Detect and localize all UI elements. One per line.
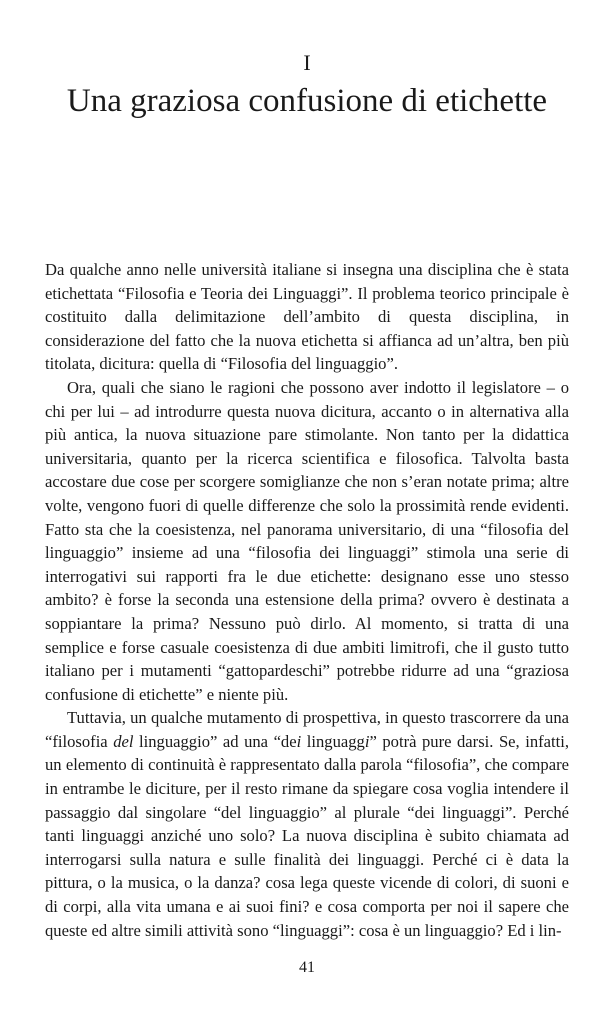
italic-segment: i — [364, 731, 370, 751]
italic-segment: i — [296, 731, 302, 751]
text-segment: linguaggio” ad una “de — [133, 731, 297, 751]
chapter-number: I — [303, 50, 311, 75]
paragraph-1 — [45, 258, 569, 376]
text-segment: Tuttavia, un qualche mutamento di prospettiva, in questo trascorrere da una “filosofia — [45, 708, 569, 751]
text-segment: Da qualche anno nelle università italiane si insegna una disciplina che è stata etichettata “Filosofia e Teoria dei Linguaggi”. Il problema teorico principale è costituito dalla delimitazione dell’ambito di questa disciplina, in considerazione del fatto che la nuova etichetta si affianca ad un’altra, ben più titolata, dicitura: quella di “Filosofia del linguaggio”. — [45, 260, 569, 374]
text-segment: ” potrà pure darsi. Se, infatti, un elemento di continuità è rappresentato dalla parola “filosofia”, che compare in entrambe le diciture, per il resto rimane da spiegare cosa voglia intendere il passaggio dal singolare “del linguaggio” al plurale “dei linguaggi”. Perché tanti linguaggi anziché uno solo? La nuova disciplina è subito chiamata ad interrogarsi sulla natura e sulle finalità dei linguaggi. Perché ci è data la pittura, o la musica, o la danza? cosa lega queste vicende di colori, di suoni e di corpi, alla vita umana e ai suoi fini? e cosa comporta per noi il sapere che queste ed altre simili attività sono “linguaggi”: cosa è un linguaggio? Ed i lin- — [45, 731, 569, 940]
paragraph-2 — [45, 376, 569, 706]
italic-segment: del — [113, 731, 134, 751]
text-segment: Ora, quali che siano le ragioni che possono aver indotto il legislatore – o chi per lui – ad introdurre questa nuova dicitura, accanto o in alternativa alla più antica, la nuova situazione pare stimolante. Non tanto per la didattica universitaria, quanto per la ricerca scientifica e filosofica. Talvolta basta accostare due cose per scorgere somiglianze che non s’eran notate prima; altre volte, vengono fuori di quelle differenze che solo la prossimità rende evidenti. Fatto sta che la coesistenza, nel panorama universitario, di una “filosofia del linguaggio” insieme ad una “filosofia dei linguaggi” stimola una serie di interrogativi sui rapporti fra le due etichette: designano esse uno stesso ambito? è forse la seconda una estensione della prima? ovvero è destinata a soppiantare la prima? Nessuno può dirlo. Al momento, si tratta di una semplice e forse casuale coesistenza di due ambiti limitrofi, che il gusto tutto italiano per i mutamenti “gattopardeschi” potrebbe ridurre ad una “graziosa confusione di etichette” e niente più. — [45, 377, 569, 704]
paragraph-3 — [45, 706, 569, 942]
body-text — [45, 258, 569, 942]
chapter-title: Una graziosa confusione di etichette — [66, 83, 548, 119]
text-segment: linguagg — [301, 731, 365, 751]
page-number: 41 — [299, 959, 315, 976]
